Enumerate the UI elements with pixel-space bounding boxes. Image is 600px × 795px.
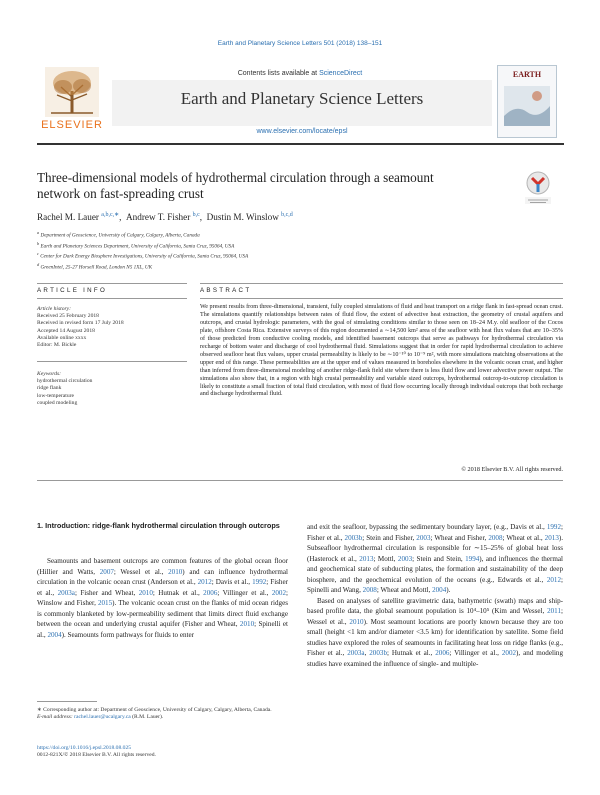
history-label: Article history:: [37, 306, 72, 312]
keywords-rule: [37, 361, 187, 362]
abstract-end-rule: [37, 480, 563, 481]
body-text: ). Seamounts form pathways for fluids to enter: [61, 630, 195, 639]
history-item: Received in revised form 17 July 2018: [37, 320, 124, 327]
body-column-left: [37, 556, 288, 640]
article-history: [37, 306, 187, 349]
history-item: Accepted 14 August 2018: [37, 327, 95, 334]
body-text: ). Subseafloor hydrothermal circulation is responsible for ∼15–25% of global heat loss (Hasterock et al.,: [307, 533, 563, 563]
keywords-label: Keywords:: [37, 371, 62, 377]
journal-reference[interactable]: Earth and Planetary Science Letters 501 (2018) 138–151: [217, 40, 383, 47]
history-item: Received 25 February 2018: [37, 313, 99, 320]
body-text: ; Mottl,: [373, 554, 398, 563]
citation-link[interactable]: 2010: [138, 588, 153, 597]
body-text: ; Wheat and Mottl,: [376, 586, 433, 594]
citation-link[interactable]: 2007: [99, 567, 114, 576]
footnote-marker: ∗: [37, 707, 42, 713]
body-text: ; Wheat et al.,: [502, 533, 545, 542]
affiliation-marker: a: [37, 230, 40, 235]
citation-link[interactable]: 2010: [168, 567, 183, 576]
journal-url[interactable]: www.elsevier.com/locate/epsl: [256, 128, 348, 135]
body-text: ; Wessel et al.,: [307, 607, 563, 626]
footnote-text: Corresponding author at: Department of Geoscience, University of Calgary, Calgary, Alberta, Canada.: [43, 707, 272, 713]
affiliation: [37, 250, 537, 261]
body-text: ,: [364, 649, 370, 657]
info-rule-top: [37, 283, 187, 284]
affiliation-text: GreenIntel, 25-27 Horsell Road, London N5 1XL, UK: [40, 264, 153, 271]
citation-link[interactable]: 2012: [546, 575, 562, 584]
citation-link[interactable]: 2002: [271, 588, 286, 597]
body-text: ; Stein and Stein,: [412, 554, 466, 563]
keyword: coupled modeling: [37, 399, 78, 406]
author-name[interactable]: Rachel M. Lauer: [37, 212, 99, 223]
body-text: ; Villinger et al.,: [217, 588, 272, 597]
body-column-right: [307, 522, 563, 669]
citation-link[interactable]: 2008: [362, 586, 377, 594]
copyright-line: © 2018 Elsevier B.V. All rights reserved.: [461, 466, 563, 473]
body-text: Seamounts and basement outcrops are common features of the global ocean floor (Hillier and Watts,: [37, 557, 288, 576]
footnote-rule: [37, 701, 97, 702]
body-text: ; Hutnak et al.,: [386, 649, 436, 657]
body-text: ; Spinelli et al.,: [37, 620, 288, 639]
citation-link[interactable]: 2006: [203, 588, 218, 597]
affiliation-text: Center for Dark Energy Biosphere Investigations, University of California, Santa Cruz, 95064, USA: [40, 254, 249, 261]
citation-link[interactable]: 2003a: [347, 649, 365, 657]
citation-link[interactable]: 2003b: [344, 533, 363, 542]
citation-link[interactable]: 2010: [349, 617, 364, 626]
keyword: hydrothermal circulation: [37, 378, 93, 385]
abstract-text: We present results from three-dimensional, transient, fully coupled simulations of fluid and heat transport on a ridge flank in fast-spread ocean crust. The simulations quantify relationships between rates of fluid flow, the extent of advective heat extraction, the geometry of crustal aquifers and outcrops, and crustal hydrologic parameters, with the goal of simulating conditions similar to those seen on 18–24 M.y. old seafloor of the Cocos plate, offshore Costa Rica. Extensive surveys of this region documented a ∼14,500 km² area of the seafloor with heat flux values that are 10–35% of those predicted from conductive cooling models, and identified basement outcrops that serve as pathways for hydrothermal circulation via recharge of bottom water and discharge of cool hydrothermal fluid. Simulations suggest that in order for rapid hydrothermal circulation to achieve observed seafloor heat flux values, upper crustal permeability is likely to be ∼10⁻¹⁰ to 10⁻⁹ m², with more simulations matching observations at the upper end of this range. These permeabilities are at the upper end of values measured in boreholes elsewhere in the volcanic ocean crust, and higher than inferred from three-dimensional modeling of another ridge-flank field site where there is less fluid flow and lower advective power output. The simulations also show that, in a region with high crustal permeability and variable sized outcrops, hydrothermal outcrop-to-outcrop circulation is likely to constitute a small fraction of total fluid circulation, with most of fluid flow occurring locally through individual outcrops that both recharge and discharge hydrothermal fluid.: [200, 304, 563, 398]
citation-link[interactable]: 2013: [359, 554, 374, 563]
affiliation: [37, 240, 537, 251]
sciencedirect-link[interactable]: ScienceDirect: [319, 70, 363, 77]
journal-name: Earth and Planetary Science Letters: [180, 89, 424, 108]
affiliation-text: Earth and Planetary Sciences Department, University of California, Santa Cruz, 95064, USA: [40, 243, 235, 250]
article-info-heading: ARTICLE INFO: [37, 287, 108, 294]
citation-link[interactable]: 1994: [465, 554, 480, 563]
keyword: low-temperature: [37, 392, 74, 399]
citation-link[interactable]: 2003a: [57, 588, 75, 597]
doi-link[interactable]: https://doi.org/10.1016/j.epsl.2018.08.025: [37, 745, 132, 751]
abstract-rule-top: [200, 283, 563, 284]
body-text: ) and can influence hydrothermal circulation in the volcanic ocean crust (Anderson et al.,: [37, 567, 288, 586]
citation-link[interactable]: 1992: [546, 523, 562, 531]
author-name[interactable]: Andrew T. Fisher: [126, 212, 191, 223]
cover-title: EARTH: [512, 70, 542, 79]
issn-line: 0012-821X/© 2018 Elsevier B.V. All rights reserved.: [37, 752, 156, 759]
body-text: ; Fisher et al.,: [37, 578, 288, 597]
abstract-rule-bottom: [200, 298, 563, 299]
affiliation-marker: c: [37, 251, 39, 257]
info-rule-bottom: [37, 298, 187, 299]
body-text: ). The volcanic ocean crust on the flanks of mid ocean ridges is commonly blanketed by low-permeability sediment that limits direct fluid exchange between the ocean and underlying crustal aquifer (Fisher and Wheat,: [37, 599, 288, 628]
body-text: ; Davis et al.,: [211, 578, 253, 586]
journal-cover-thumbnail[interactable]: [497, 65, 557, 138]
citation-link[interactable]: 2011: [547, 607, 562, 615]
email-label: E-mail address:: [37, 714, 73, 721]
citation-link[interactable]: 2003: [397, 554, 413, 563]
body-paragraph: [307, 522, 563, 596]
citation-link[interactable]: 2008: [488, 533, 503, 542]
citation-link[interactable]: 2004: [47, 630, 62, 639]
body-text: Based on analyses of satellite gravimetric data, bathymetric (swath) maps and ship-based profile data, the global seamount population is 10⁴–10⁵ (Kim and Wessel,: [307, 596, 563, 615]
author-affil-markers[interactable]: b,c: [192, 212, 200, 218]
citation-link[interactable]: 2012: [197, 578, 212, 586]
keywords: [37, 371, 187, 407]
contents-line: [150, 70, 450, 77]
affiliation-marker: b: [37, 240, 40, 246]
author-list: Rachel M. Lauer $^{a,b,c,∗}$, Andrew T. Fisher $^{b,c}$, Dustin M. Winslow $^{b,c,d}$: [37, 212, 293, 223]
contents-prefix: Contents lists available at: [237, 70, 320, 77]
keyword: ridge flank: [37, 385, 62, 392]
email-link[interactable]: rachel.lauer@ucalgary.ca: [74, 714, 131, 721]
affiliation: [37, 229, 537, 240]
citation-link[interactable]: 2003: [416, 533, 431, 542]
affiliation-text: Department of Geoscience, University of Calgary, Calgary, Alberta, Canada: [40, 232, 200, 239]
body-text: ; Wheat and Fisher,: [430, 533, 489, 542]
body-text: ; Fisher et al.,: [307, 523, 563, 542]
citation-link[interactable]: 2004: [432, 586, 447, 594]
doi-block: [37, 745, 288, 760]
body-text: ; Wessel et al.,: [113, 567, 169, 576]
body-text: ), and influences the thermal and geochemical state of subducting plates, the formation and sustainability of the deep biosphere, and the geochemical evolution of the oceans (e.g., Edwards et al.,: [307, 554, 563, 584]
cover-image-icon: [504, 86, 550, 126]
history-item: Available online xxxx: [37, 334, 87, 341]
body-text: ; Winslow and Fisher,: [37, 588, 288, 607]
body-text: ).: [446, 586, 451, 594]
elsevier-tree-icon: [45, 67, 99, 117]
paper-title: Three-dimensional models of hydrothermal circulation through a seamount network on fast-spreading crust: [37, 170, 434, 201]
body-text: ; Stein and Fisher,: [362, 533, 417, 542]
citation-link[interactable]: 2006: [435, 649, 450, 657]
body-text: ). Most seamount locations are poorly known because they are too small (height <1 km and/or diameter <3.5 km) for identification by satellite. Some field studies have explored the roles of seamounts in facilitating heat loss on ridge flanks (e.g., Fisher et al.,: [307, 617, 563, 657]
citation-link[interactable]: 1992: [252, 578, 267, 586]
citation-link[interactable]: 2010: [239, 620, 255, 628]
publisher-name: ELSEVIER: [41, 119, 103, 131]
history-item: Editor: M. Bickle: [37, 342, 77, 349]
email-suffix: (R.M. Lauer).: [132, 714, 164, 721]
abstract-heading: ABSTRACT: [200, 287, 252, 294]
body-text: and exit the seafloor, bypassing the sedimentary boundary layer, (e.g., Davis et al.,: [307, 523, 547, 531]
body-text: ; Hutnak et al.,: [152, 588, 204, 597]
footnote: [37, 707, 288, 722]
affiliations: [37, 229, 537, 272]
citation-link[interactable]: 2013: [544, 533, 559, 542]
section-heading: 1. Introduction: ridge-flank hydrothermal circulation through outcrops: [37, 521, 280, 530]
body-text: ; Villinger et al.,: [449, 649, 502, 657]
author-affil-markers[interactable]: a,b,c,∗: [101, 212, 120, 218]
body-text: ; Fisher and Wheat,: [74, 588, 139, 597]
citation-link[interactable]: 2002: [501, 649, 517, 657]
body-text: ), and modeling studies have examined the influence of single- and multiple-: [307, 649, 564, 668]
body-paragraph: [307, 596, 563, 670]
author-name[interactable]: Dustin M. Winslow: [206, 212, 279, 223]
citation-link[interactable]: 2003b: [369, 649, 387, 657]
check-for-updates-icon[interactable]: [522, 170, 554, 206]
body-text: ; Spinelli and Wang,: [307, 575, 563, 594]
header-rule: [37, 143, 564, 145]
affiliation-marker: d: [37, 262, 40, 268]
elsevier-logo[interactable]: [37, 67, 107, 135]
author-affil-markers[interactable]: b,c,d: [281, 212, 293, 218]
citation-link[interactable]: 2015: [97, 599, 113, 607]
affiliation: [37, 261, 537, 272]
